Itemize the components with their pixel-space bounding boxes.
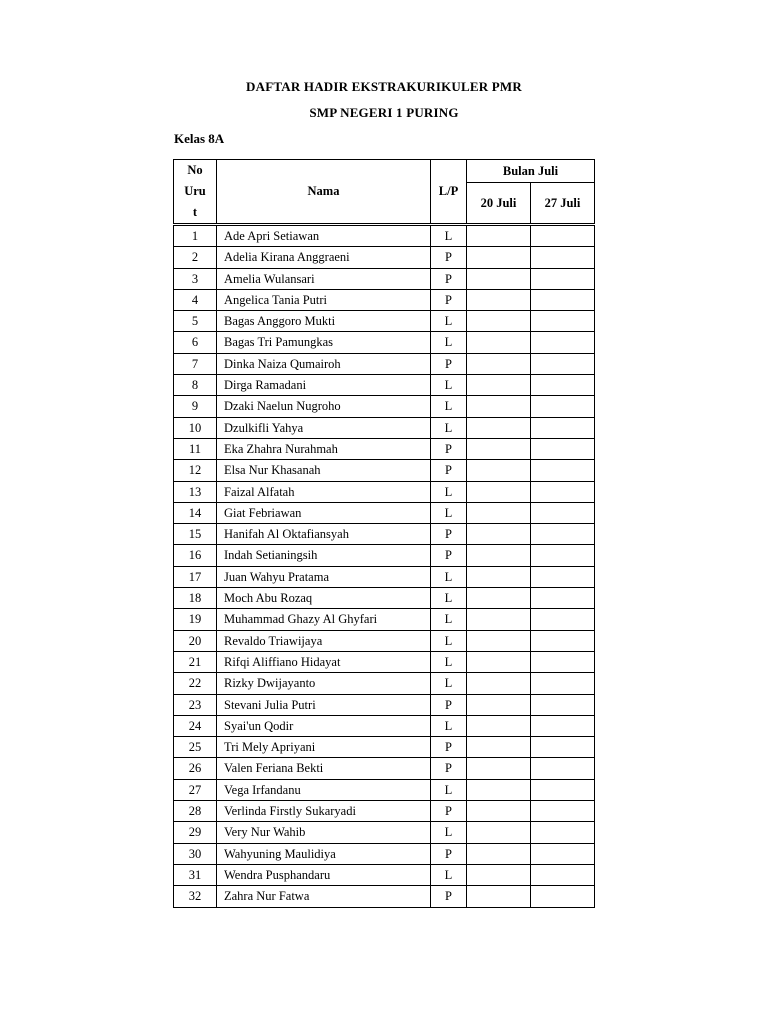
cell-nama: Hanifah Al Oktafiansyah: [217, 524, 431, 545]
cell-attendance-27-juli: [531, 822, 595, 843]
cell-lp: P: [431, 801, 467, 822]
cell-no: 25: [174, 737, 217, 758]
cell-attendance-27-juli: [531, 864, 595, 885]
cell-lp: L: [431, 375, 467, 396]
cell-attendance-20-juli: [467, 289, 531, 310]
cell-lp: L: [431, 311, 467, 332]
cell-attendance-20-juli: [467, 332, 531, 353]
cell-attendance-20-juli: [467, 694, 531, 715]
cell-no: 19: [174, 609, 217, 630]
cell-nama: Bagas Tri Pamungkas: [217, 332, 431, 353]
cell-attendance-27-juli: [531, 289, 595, 310]
class-label: Kelas 8A: [174, 131, 225, 146]
table-body: [174, 225, 595, 908]
table-row: [174, 758, 595, 779]
cell-attendance-20-juli: [467, 247, 531, 268]
cell-no: 9: [174, 396, 217, 417]
table-row: [174, 566, 595, 587]
cell-attendance-27-juli: [531, 353, 595, 374]
cell-attendance-27-juli: [531, 779, 595, 800]
cell-no: 17: [174, 566, 217, 587]
cell-attendance-27-juli: [531, 481, 595, 502]
table-row: [174, 651, 595, 672]
cell-attendance-27-juli: [531, 630, 595, 651]
table-row: [174, 375, 595, 396]
table-row: [174, 396, 595, 417]
cell-lp: L: [431, 332, 467, 353]
cell-no: 15: [174, 524, 217, 545]
cell-attendance-27-juli: [531, 566, 595, 587]
header-no-line2: Uru: [184, 184, 206, 198]
cell-attendance-27-juli: [531, 247, 595, 268]
cell-no: 2: [174, 247, 217, 268]
cell-nama: Rizky Dwijayanto: [217, 673, 431, 694]
cell-attendance-20-juli: [467, 801, 531, 822]
table-row: [174, 822, 595, 843]
cell-lp: L: [431, 822, 467, 843]
cell-lp: P: [431, 247, 467, 268]
table-row: [174, 545, 595, 566]
attendance-table: [173, 159, 595, 908]
cell-no: 28: [174, 801, 217, 822]
cell-nama: Indah Setianingsih: [217, 545, 431, 566]
cell-attendance-20-juli: [467, 566, 531, 587]
cell-no: 7: [174, 353, 217, 374]
table-row: [174, 673, 595, 694]
table-row: [174, 524, 595, 545]
cell-nama: Rifqi Aliffiano Hidayat: [217, 651, 431, 672]
header-no-line3: t: [192, 205, 198, 219]
cell-attendance-27-juli: [531, 438, 595, 459]
cell-lp: P: [431, 460, 467, 481]
cell-no: 30: [174, 843, 217, 864]
cell-nama: Giat Febriawan: [217, 502, 431, 523]
cell-lp: P: [431, 737, 467, 758]
cell-nama: Dzulkifli Yahya: [217, 417, 431, 438]
cell-attendance-20-juli: [467, 311, 531, 332]
cell-nama: Muhammad Ghazy Al Ghyfari: [217, 609, 431, 630]
table-row: [174, 225, 595, 247]
cell-attendance-27-juli: [531, 524, 595, 545]
cell-lp: P: [431, 694, 467, 715]
cell-attendance-20-juli: [467, 822, 531, 843]
document-title: DAFTAR HADIR EKSTRAKURIKULER PMR: [246, 79, 522, 94]
cell-nama: Verlinda Firstly Sukaryadi: [217, 801, 431, 822]
cell-nama: Stevani Julia Putri: [217, 694, 431, 715]
cell-no: 1: [174, 225, 217, 247]
cell-no: 29: [174, 822, 217, 843]
cell-attendance-27-juli: [531, 609, 595, 630]
table-row: [174, 311, 595, 332]
cell-attendance-20-juli: [467, 843, 531, 864]
cell-attendance-27-juli: [531, 588, 595, 609]
cell-attendance-27-juli: [531, 502, 595, 523]
cell-attendance-20-juli: [467, 353, 531, 374]
table-row: [174, 460, 595, 481]
cell-attendance-27-juli: [531, 375, 595, 396]
cell-nama: Syai'un Qodir: [217, 715, 431, 736]
cell-nama: Eka Zhahra Nurahmah: [217, 438, 431, 459]
cell-lp: L: [431, 588, 467, 609]
cell-attendance-20-juli: [467, 417, 531, 438]
cell-attendance-20-juli: [467, 460, 531, 481]
cell-lp: L: [431, 630, 467, 651]
cell-attendance-27-juli: [531, 311, 595, 332]
cell-lp: P: [431, 268, 467, 289]
cell-lp: P: [431, 843, 467, 864]
table-row: [174, 609, 595, 630]
table-row: [174, 289, 595, 310]
cell-attendance-27-juli: [531, 225, 595, 247]
header-lp: L/P: [431, 160, 467, 225]
cell-attendance-20-juli: [467, 864, 531, 885]
cell-attendance-20-juli: [467, 225, 531, 247]
cell-attendance-27-juli: [531, 843, 595, 864]
cell-attendance-20-juli: [467, 545, 531, 566]
cell-attendance-20-juli: [467, 481, 531, 502]
cell-lp: P: [431, 758, 467, 779]
table-row: [174, 268, 595, 289]
cell-attendance-20-juli: [467, 630, 531, 651]
cell-no: 24: [174, 715, 217, 736]
cell-attendance-20-juli: [467, 673, 531, 694]
cell-attendance-20-juli: [467, 438, 531, 459]
cell-no: 14: [174, 502, 217, 523]
table-row: [174, 417, 595, 438]
cell-no: 10: [174, 417, 217, 438]
cell-nama: Angelica Tania Putri: [217, 289, 431, 310]
cell-nama: Moch Abu Rozaq: [217, 588, 431, 609]
cell-attendance-20-juli: [467, 375, 531, 396]
cell-lp: P: [431, 886, 467, 907]
cell-lp: L: [431, 864, 467, 885]
cell-lp: L: [431, 609, 467, 630]
table-row: [174, 715, 595, 736]
cell-nama: Amelia Wulansari: [217, 268, 431, 289]
table-row: [174, 438, 595, 459]
cell-nama: Valen Feriana Bekti: [217, 758, 431, 779]
header-no-line1: No: [187, 163, 203, 177]
cell-nama: Revaldo Triawijaya: [217, 630, 431, 651]
header-no: [174, 160, 217, 225]
cell-nama: Tri Mely Apriyani: [217, 737, 431, 758]
cell-lp: L: [431, 779, 467, 800]
cell-lp: L: [431, 396, 467, 417]
table-row: [174, 694, 595, 715]
cell-lp: L: [431, 673, 467, 694]
table-row: [174, 481, 595, 502]
cell-attendance-20-juli: [467, 502, 531, 523]
cell-lp: P: [431, 438, 467, 459]
cell-no: 16: [174, 545, 217, 566]
cell-lp: L: [431, 417, 467, 438]
cell-lp: L: [431, 502, 467, 523]
cell-attendance-27-juli: [531, 801, 595, 822]
table-row: [174, 630, 595, 651]
cell-attendance-20-juli: [467, 651, 531, 672]
table-row: [174, 886, 595, 907]
table-header: [174, 160, 595, 225]
cell-lp: L: [431, 651, 467, 672]
cell-attendance-27-juli: [531, 737, 595, 758]
cell-lp: P: [431, 545, 467, 566]
table-row: [174, 502, 595, 523]
cell-no: 12: [174, 460, 217, 481]
cell-nama: Wahyuning Maulidiya: [217, 843, 431, 864]
cell-lp: L: [431, 225, 467, 247]
header-nama: Nama: [217, 160, 431, 225]
cell-no: 31: [174, 864, 217, 885]
table-row: [174, 737, 595, 758]
cell-attendance-20-juli: [467, 779, 531, 800]
cell-attendance-27-juli: [531, 332, 595, 353]
cell-lp: L: [431, 481, 467, 502]
cell-no: 21: [174, 651, 217, 672]
cell-no: 18: [174, 588, 217, 609]
table-row: [174, 588, 595, 609]
school-name: SMP NEGERI 1 PURING: [309, 105, 459, 120]
cell-attendance-20-juli: [467, 737, 531, 758]
cell-attendance-20-juli: [467, 886, 531, 907]
cell-nama: Very Nur Wahib: [217, 822, 431, 843]
cell-lp: P: [431, 289, 467, 310]
cell-attendance-27-juli: [531, 545, 595, 566]
cell-nama: Vega Irfandanu: [217, 779, 431, 800]
table-row: [174, 779, 595, 800]
table-row: [174, 247, 595, 268]
cell-no: 23: [174, 694, 217, 715]
cell-attendance-27-juli: [531, 886, 595, 907]
cell-no: 8: [174, 375, 217, 396]
cell-no: 20: [174, 630, 217, 651]
cell-nama: Dinka Naiza Qumairoh: [217, 353, 431, 374]
cell-no: 5: [174, 311, 217, 332]
cell-attendance-27-juli: [531, 417, 595, 438]
cell-attendance-27-juli: [531, 396, 595, 417]
cell-nama: Dirga Ramadani: [217, 375, 431, 396]
table-row: [174, 864, 595, 885]
cell-no: 27: [174, 779, 217, 800]
cell-attendance-27-juli: [531, 715, 595, 736]
cell-nama: Wendra Pusphandaru: [217, 864, 431, 885]
cell-nama: Elsa Nur Khasanah: [217, 460, 431, 481]
cell-attendance-27-juli: [531, 758, 595, 779]
cell-attendance-20-juli: [467, 758, 531, 779]
cell-nama: Faizal Alfatah: [217, 481, 431, 502]
header-date-2: 27 Juli: [531, 183, 595, 225]
cell-lp: L: [431, 715, 467, 736]
cell-nama: Bagas Anggoro Mukti: [217, 311, 431, 332]
cell-attendance-27-juli: [531, 651, 595, 672]
cell-attendance-27-juli: [531, 460, 595, 481]
cell-no: 3: [174, 268, 217, 289]
table-row: [174, 353, 595, 374]
table-row: [174, 332, 595, 353]
cell-nama: Juan Wahyu Pratama: [217, 566, 431, 587]
cell-nama: Dzaki Naelun Nugroho: [217, 396, 431, 417]
cell-lp: P: [431, 524, 467, 545]
cell-attendance-20-juli: [467, 588, 531, 609]
cell-attendance-27-juli: [531, 694, 595, 715]
cell-nama: Zahra Nur Fatwa: [217, 886, 431, 907]
cell-no: 22: [174, 673, 217, 694]
cell-attendance-20-juli: [467, 396, 531, 417]
cell-attendance-20-juli: [467, 715, 531, 736]
cell-no: 32: [174, 886, 217, 907]
header-date-1: 20 Juli: [467, 183, 531, 225]
cell-no: 6: [174, 332, 217, 353]
cell-attendance-27-juli: [531, 268, 595, 289]
cell-nama: Ade Apri Setiawan: [217, 225, 431, 247]
cell-no: 4: [174, 289, 217, 310]
cell-attendance-27-juli: [531, 673, 595, 694]
cell-lp: L: [431, 566, 467, 587]
cell-attendance-20-juli: [467, 524, 531, 545]
table-row: [174, 801, 595, 822]
cell-no: 11: [174, 438, 217, 459]
cell-nama: Adelia Kirana Anggraeni: [217, 247, 431, 268]
cell-no: 13: [174, 481, 217, 502]
cell-attendance-20-juli: [467, 609, 531, 630]
cell-attendance-20-juli: [467, 268, 531, 289]
header-month: Bulan Juli: [467, 160, 595, 183]
cell-no: 26: [174, 758, 217, 779]
cell-lp: P: [431, 353, 467, 374]
table-row: [174, 843, 595, 864]
